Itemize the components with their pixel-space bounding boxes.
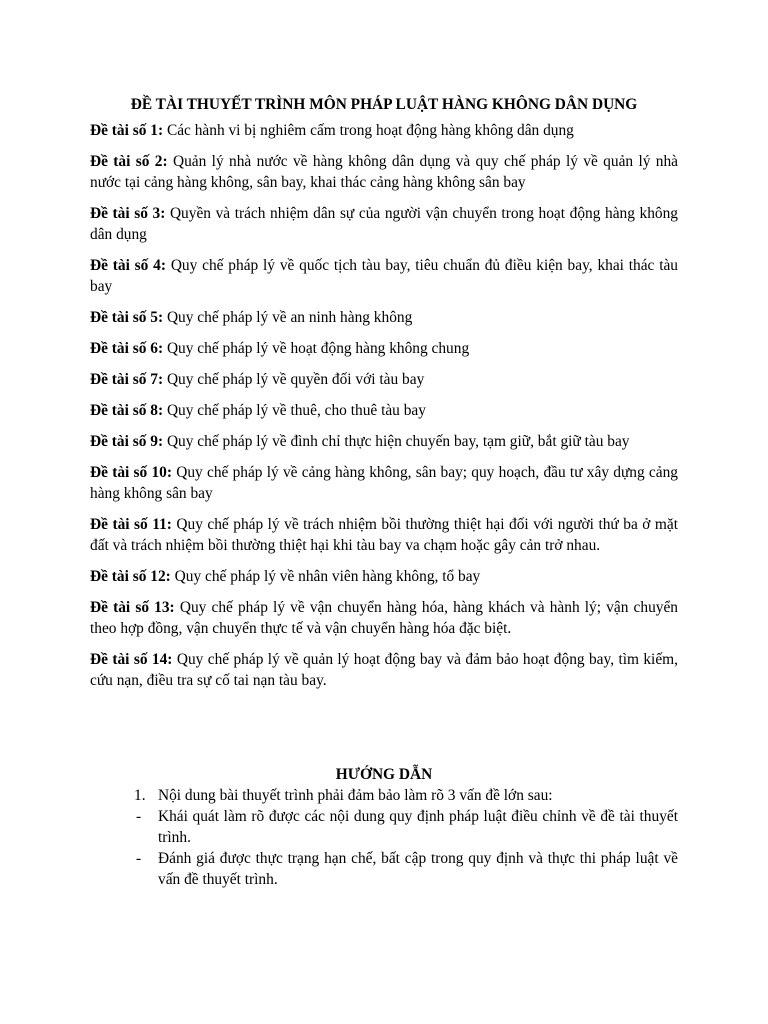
topic-9 xyxy=(90,431,678,452)
guide-section xyxy=(90,764,678,890)
topic-label: Đề tài số 3: xyxy=(90,205,166,222)
document-title: ĐỀ TÀI THUYẾT TRÌNH MÔN PHÁP LUẬT HÀNG KHÔNG DÂN DỤNG xyxy=(130,96,638,113)
guide-item-2 xyxy=(90,806,678,848)
topic-text: Quy chế pháp lý về quốc tịch tàu bay, tiêu chuẩn đủ điều kiện bay, khai thác tàu bay xyxy=(90,257,679,295)
topic-8 xyxy=(90,400,678,421)
topic-label: Đề tài số 10: xyxy=(90,464,172,481)
topic-text: Quyền và trách nhiệm dân sự của người vận chuyển trong hoạt động hàng không dân dụng xyxy=(90,205,678,243)
topic-list xyxy=(90,120,678,691)
topic-label: Đề tài số 8: xyxy=(90,402,164,419)
topic-4 xyxy=(90,255,678,297)
topic-label: Đề tài số 14: xyxy=(90,651,173,668)
topic-text: Quy chế pháp lý về trách nhiệm bồi thường thiệt hại đối với người thứ ba ở mặt đất và trách nhiệm bồi thường thiệt hại khi tàu bay va chạm hoặc gây cản trở nhau. xyxy=(90,516,678,554)
topic-text: Quy chế pháp lý về hoạt động hàng không chung xyxy=(163,340,470,357)
topic-label: Đề tài số 11: xyxy=(90,516,172,533)
topic-text: Quy chế pháp lý về thuê, cho thuê tàu bay xyxy=(163,402,426,419)
topic-label: Đề tài số 5: xyxy=(90,309,164,326)
guide-item-text: Nội dung bài thuyết trình phải đảm bảo làm rõ 3 vấn đề lớn sau: xyxy=(158,787,553,804)
guide-item-text: Khái quát làm rõ được các nội dung quy định pháp luật điều chỉnh về đề tài thuyết trình. xyxy=(158,808,678,846)
topic-11 xyxy=(90,514,678,556)
topic-10 xyxy=(90,462,678,504)
topic-text: Các hành vi bị nghiêm cấm trong hoạt động hàng không dân dụng xyxy=(163,122,574,139)
topic-text: Quy chế pháp lý về an ninh hàng không xyxy=(163,309,413,326)
topic-label: Đề tài số 12: xyxy=(90,568,171,585)
topic-label: Đề tài số 13: xyxy=(90,599,175,616)
topic-2 xyxy=(90,151,678,193)
topic-12 xyxy=(90,566,678,587)
topic-label: Đề tài số 6: xyxy=(90,340,164,357)
topic-14 xyxy=(90,649,678,691)
topic-text: Quy chế pháp lý về vận chuyển hàng hóa, hàng khách và hành lý; vận chuyển theo hợp đồng, vận chuyển thực tế và vận chuyển hàng hóa đặc biệt. xyxy=(90,599,678,637)
topic-3 xyxy=(90,203,678,245)
topic-6 xyxy=(90,338,678,359)
topic-text: Quy chế pháp lý về nhân viên hàng không, tổ bay xyxy=(170,568,481,585)
list-dash: - xyxy=(136,850,142,867)
topic-text: Quy chế pháp lý về đình chỉ thực hiện chuyến bay, tạm giữ, bắt giữ tàu bay xyxy=(163,433,630,450)
guide-item-3 xyxy=(90,848,678,890)
topic-text: Quy chế pháp lý về quyền đối với tàu bay xyxy=(163,371,425,388)
topic-label: Đề tài số 1: xyxy=(90,122,164,139)
topic-5 xyxy=(90,307,678,328)
topic-label: Đề tài số 7: xyxy=(90,371,164,388)
topic-13 xyxy=(90,597,678,639)
guide-item-text: Đánh giá được thực trạng hạn chế, bất cập trong quy định và thực thi pháp luật về vấn đề thuyết trình. xyxy=(158,850,678,888)
topic-1 xyxy=(90,120,678,141)
topic-text: Quy chế pháp lý về quản lý hoạt động bay và đảm bảo hoạt động bay, tìm kiếm, cứu nạn, điều tra sự cố tai nạn tàu bay. xyxy=(90,651,678,689)
topic-text: Quản lý nhà nước về hàng không dân dụng và quy chế pháp lý về quản lý nhà nước tại cảng hàng không, sân bay, khai thác cảng hàng không sân bay xyxy=(90,153,678,191)
topic-text: Quy chế pháp lý về cảng hàng không, sân bay; quy hoạch, đầu tư xây dựng cảng hàng không sân bay xyxy=(90,464,678,502)
guide-title: HƯỚNG DẪN xyxy=(335,766,433,783)
topic-label: Đề tài số 4: xyxy=(90,257,166,274)
topic-label: Đề tài số 9: xyxy=(90,433,164,450)
list-number: 1. xyxy=(134,787,146,804)
topic-label: Đề tài số 2: xyxy=(90,153,168,170)
list-dash: - xyxy=(136,808,142,825)
guide-item-1 xyxy=(90,785,678,806)
topic-7 xyxy=(90,369,678,390)
